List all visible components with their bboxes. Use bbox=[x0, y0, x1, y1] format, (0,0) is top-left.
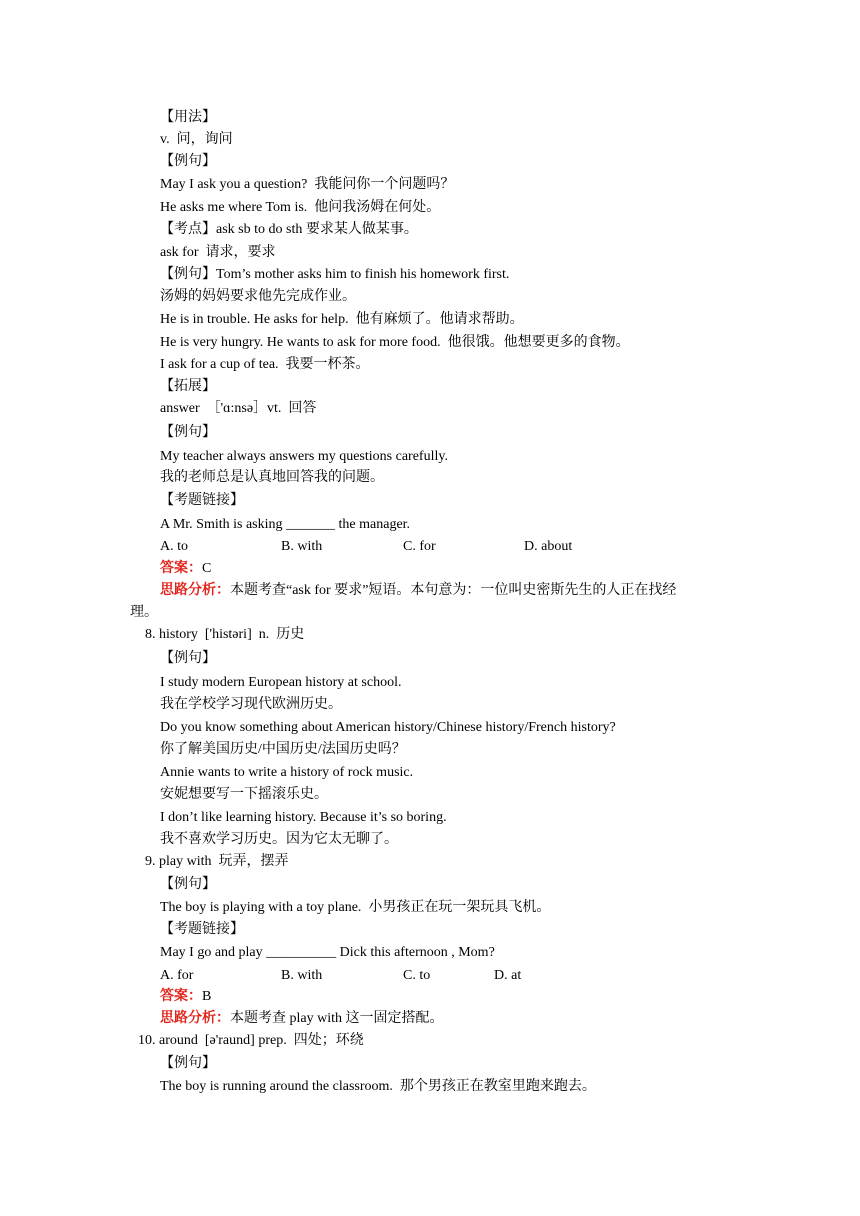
option-d: D. about bbox=[524, 539, 573, 554]
example-sentence: I study modern European history at school. bbox=[160, 675, 402, 690]
analysis-line bbox=[160, 1008, 444, 1031]
answer-label: 答案： bbox=[160, 561, 202, 576]
key-point: 【考点】ask sb to do sth 要求某人做某事。 bbox=[160, 222, 418, 237]
example-heading: 【例句】 bbox=[160, 651, 216, 666]
option-a: A. to bbox=[160, 539, 188, 554]
answer-value: B bbox=[202, 989, 212, 1004]
example-sentence: Annie wants to write a history of rock music. bbox=[160, 765, 414, 780]
example-heading: 【例句】 bbox=[160, 154, 216, 169]
usage-heading: 【用法】 bbox=[160, 110, 216, 125]
word-answer: answer ［'ɑ:nsə］vt. 回答 bbox=[160, 401, 317, 416]
option-a: A. for bbox=[160, 968, 194, 983]
example-translation: 安妮想要写一下摇滚乐史。 bbox=[160, 787, 328, 802]
example-translation: 我在学校学习现代欧洲历史。 bbox=[160, 697, 342, 712]
example-sentence: He asks me where Tom is. 他问我汤姆在何处。 bbox=[160, 200, 441, 215]
expand-heading: 【拓展】 bbox=[160, 379, 216, 394]
option-d: D. at bbox=[494, 968, 522, 983]
example-sentence: I ask for a cup of tea. 我要一杯茶。 bbox=[160, 357, 370, 372]
word-entry-play-with: 9. play with 玩弄，摆弄 bbox=[145, 854, 289, 869]
example-translation: 你了解美国历史/中国历史/法国历史吗？ bbox=[160, 742, 406, 757]
example-translation: 汤姆的妈妈要求他先完成作业。 bbox=[160, 289, 356, 304]
example-sentence: The boy is playing with a toy plane. 小男孩正在玩一架玩具飞机。 bbox=[160, 900, 551, 915]
example-heading: 【例句】 bbox=[160, 425, 216, 440]
answer-label: 答案： bbox=[160, 989, 202, 1004]
exam-link-heading: 【考题链接】 bbox=[160, 922, 244, 937]
answer-line bbox=[160, 986, 211, 1009]
example-sentence: May I ask you a question? 我能问你一个问题吗？ bbox=[160, 177, 455, 192]
example-translation: 我的老师总是认真地回答我的问题。 bbox=[160, 470, 384, 485]
example-sentence: Do you know something about American history/Chinese history/French history? bbox=[160, 720, 616, 735]
usage-definition: v. 问，询问 bbox=[160, 132, 233, 147]
analysis-label: 思路分析： bbox=[160, 1011, 230, 1026]
question: May I go and play __________ Dick this afternoon , Mom? bbox=[160, 945, 495, 960]
example-sentence: I don’t like learning history. Because it’s so boring. bbox=[160, 810, 447, 825]
example-sentence: He is very hungry. He wants to ask for more food. 他很饿。他想要更多的食物。 bbox=[160, 335, 630, 350]
question-options bbox=[0, 536, 860, 558]
option-c: C. to bbox=[403, 968, 431, 983]
example-translation: 我不喜欢学习历史。因为它太无聊了。 bbox=[160, 832, 398, 847]
example-heading: 【例句】 bbox=[160, 877, 216, 892]
example-sentence: The boy is running around the classroom. 那个男孩正在教室里跑来跑去。 bbox=[160, 1079, 596, 1094]
example-sentence: He is in trouble. He asks for help. 他有麻烦了。他请求帮助。 bbox=[160, 312, 524, 327]
analysis-line bbox=[160, 580, 676, 603]
option-c: C. for bbox=[403, 539, 436, 554]
option-b: B. with bbox=[281, 968, 323, 983]
word-entry-around: 10. around [ə'raund] prep. 四处；环绕 bbox=[138, 1033, 364, 1048]
answer-line bbox=[160, 558, 211, 581]
example-heading: 【例句】 bbox=[160, 1056, 216, 1071]
analysis-label: 思路分析： bbox=[160, 583, 230, 598]
phrase-ask-for: ask for 请求，要求 bbox=[160, 245, 276, 260]
question: A Mr. Smith is asking _______ the manager. bbox=[160, 517, 411, 532]
example-sentence: 【例句】Tom’s mother asks him to finish his homework first. bbox=[160, 267, 510, 282]
question-options bbox=[0, 965, 860, 987]
word-entry-history: 8. history ['histəri] n. 历史 bbox=[145, 627, 305, 642]
exam-link-heading: 【考题链接】 bbox=[160, 493, 244, 508]
analysis-text: 本题考查“ask for 要求”短语。本句意为：一位叫史密斯先生的人正在找经 bbox=[230, 583, 677, 598]
option-b: B. with bbox=[281, 539, 323, 554]
answer-value: C bbox=[202, 561, 212, 576]
analysis-text-continued: 理。 bbox=[130, 605, 158, 620]
example-sentence: My teacher always answers my questions carefully. bbox=[160, 449, 448, 464]
analysis-text: 本题考查 play with 这一固定搭配。 bbox=[230, 1011, 444, 1026]
